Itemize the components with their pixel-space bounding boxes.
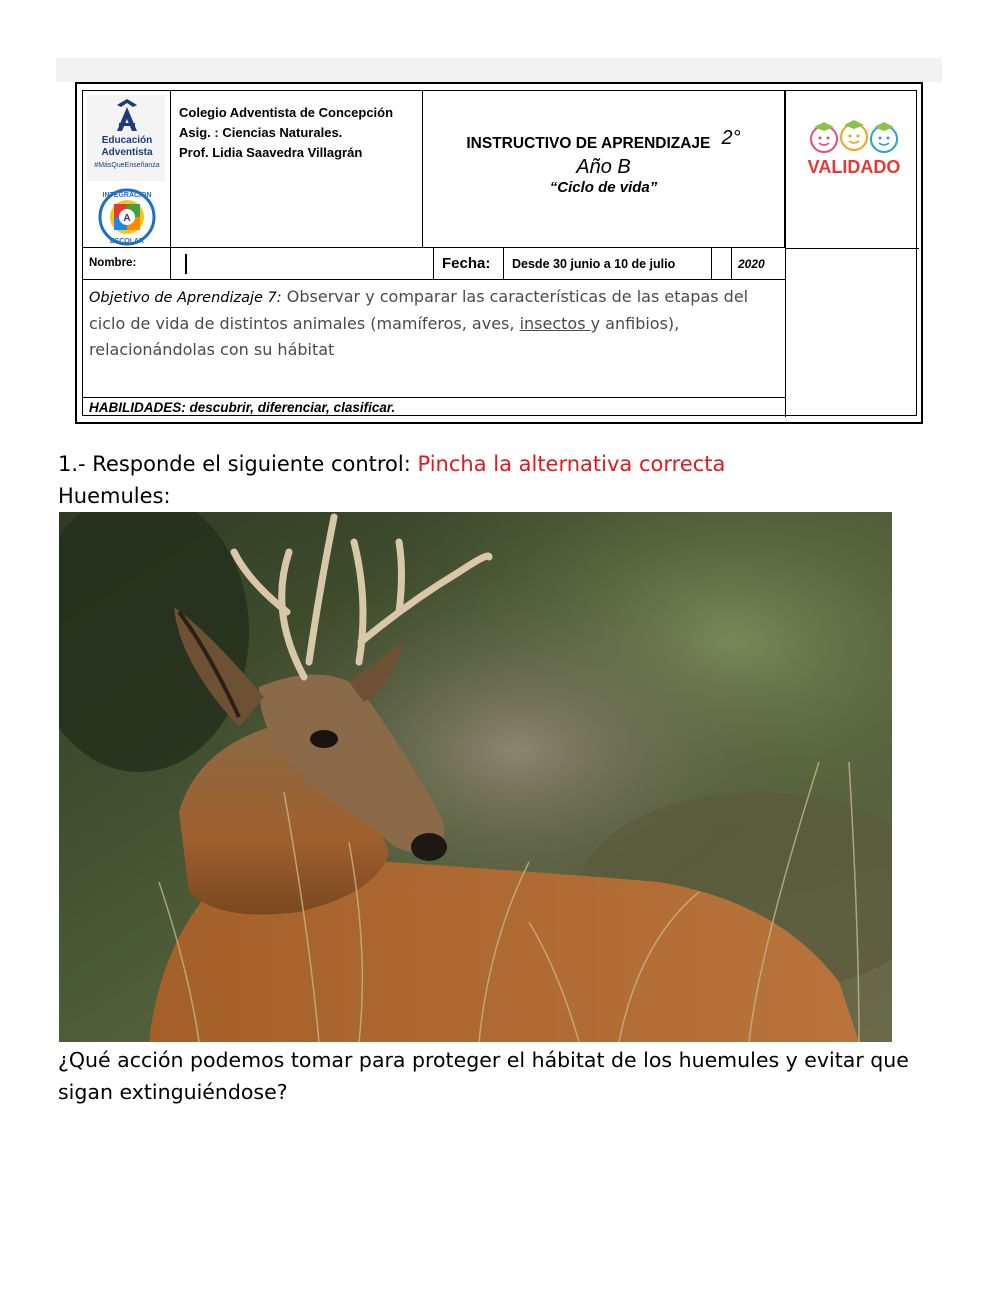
skills-text: HABILIDADES: descubrir, diferenciar, clasificar.: [89, 400, 396, 415]
school-name: Colegio Adventista de Concepción: [179, 105, 394, 120]
year-value: 2020: [738, 257, 765, 271]
text-cursor: [185, 254, 187, 274]
top-band: [56, 58, 942, 82]
name-label-cell: [83, 248, 171, 280]
date-spacer-cell: [712, 248, 732, 280]
objective-cell: [83, 280, 785, 398]
objective-text-2: y anfibios), relacionándolas con su hábitat: [89, 314, 680, 359]
instruction-highlight: Pincha la alternativa correcta: [417, 452, 726, 476]
huemul-photo: [59, 512, 892, 1042]
date-label-cell: [434, 248, 504, 280]
educacion-adventista-logo: [83, 91, 171, 191]
logo-cell: [83, 91, 171, 248]
instruction-prefix: 1.- Responde el siguiente control:: [58, 452, 418, 476]
svg-text:A: A: [123, 213, 131, 224]
title-cell: [423, 91, 785, 248]
svg-text:#MásQueEnseñanza: #MásQueEnseñanza: [94, 162, 160, 169]
header-table: [82, 90, 917, 416]
svg-text:ESCOLAR: ESCOLAR: [109, 238, 145, 245]
name-field[interactable]: [171, 248, 434, 280]
question-text: ¿Qué acción podemos tomar para proteger el hábitat de los huemules y evitar que sigan extinguiéndose?: [58, 1048, 909, 1104]
objective-text-underlined: insectos: [519, 314, 591, 333]
subject-label: Huemules:: [58, 484, 171, 508]
instruction-line: [58, 452, 725, 476]
teacher-name: Prof. Lidia Saavedra Villagrán: [179, 145, 363, 160]
svg-text:INTEGRACION: INTEGRACION: [102, 192, 152, 199]
date-value-cell: [504, 248, 712, 280]
year-group: Año B: [576, 156, 631, 178]
skills-cell: [83, 398, 785, 417]
year-cell: [732, 248, 785, 280]
document-title: INSTRUCTIVO DE APRENDIZAJE: [466, 135, 711, 152]
objective-text-1: Observar y comparar las características de las etapas del ciclo de vida de distintos animales (mamíferos, aves,: [89, 287, 749, 333]
date-label: Fecha:: [442, 255, 491, 272]
svg-text:Educación: Educación: [101, 135, 153, 146]
huemul-deer-illustration: [59, 512, 892, 1042]
school-info-cell: [171, 91, 423, 248]
integracion-escolar-logo: [83, 187, 171, 247]
date-value: Desde 30 junio a 10 de julio: [512, 257, 676, 271]
topic-title: “Ciclo de vida”: [549, 179, 658, 196]
svg-text:Adventista: Adventista: [101, 147, 153, 158]
svg-text:VALIDADO: VALIDADO: [807, 157, 901, 177]
validado-cell: [785, 91, 918, 417]
objective-label: Objetivo de Aprendizaje 7:: [89, 290, 282, 306]
name-label: Nombre:: [89, 257, 137, 269]
validado-stamp: [794, 117, 914, 187]
grade-label: 2°: [721, 127, 741, 149]
subject-name: Asig. : Ciencias Naturales.: [179, 125, 343, 140]
worksheet-header: [75, 82, 923, 424]
